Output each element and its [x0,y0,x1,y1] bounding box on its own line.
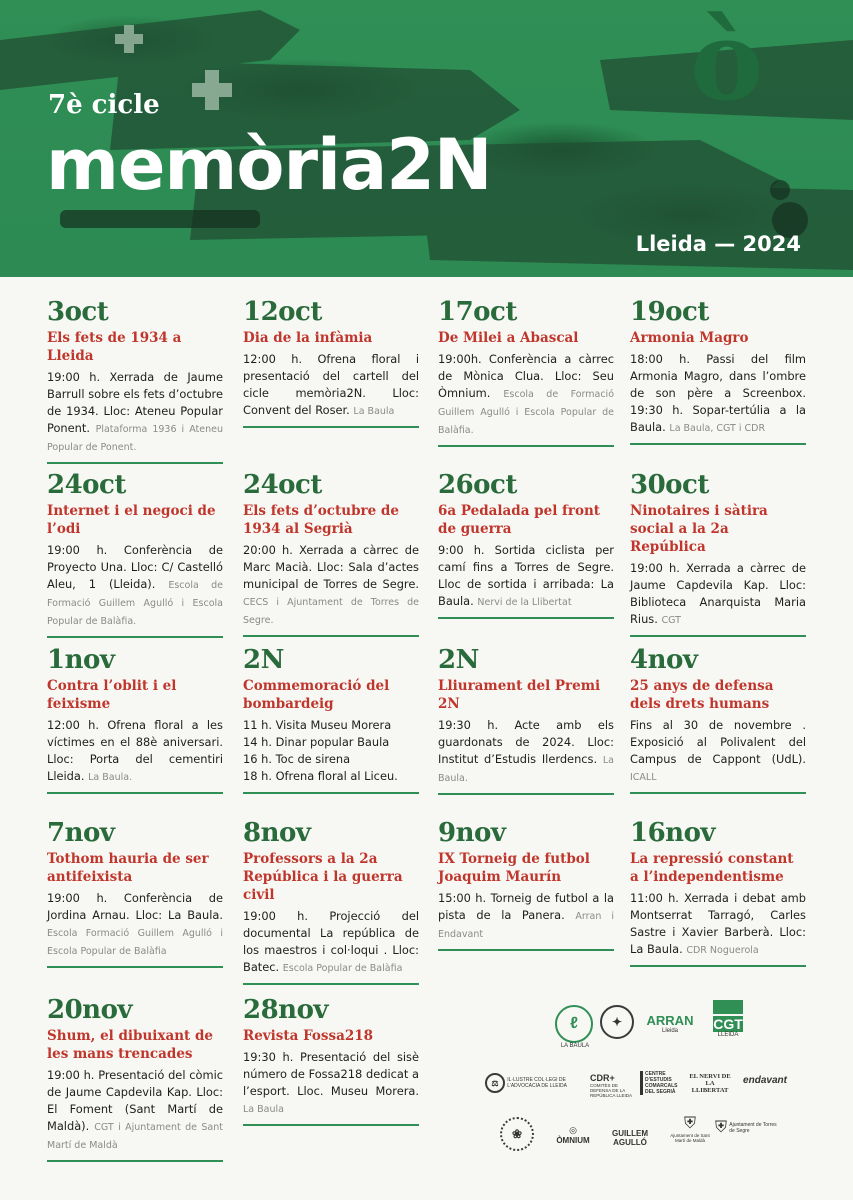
nervi-logo [688,1073,732,1094]
event-title: 6a Pedalada pel front de guerra [438,503,600,537]
event-card [438,818,614,951]
divider [438,793,614,795]
event-description [47,369,223,456]
event-description [47,1067,223,1154]
cecs-text: CENTRE D’ESTUDIS COMARCALS DEL SEGRIÀ [640,1071,680,1095]
event-card [243,297,419,428]
cgt-flag [713,1000,743,1014]
event-date: 16nov [630,818,716,848]
event-details: 19:00 h. Presentació del còmic de Jaume Capdevila Kap. Lloc: El Foment (Sant Martí de Maldà). [47,1068,223,1133]
event-details: 18:00 h. Passi del film Armonia Magro, dans l’ombre de son père a Screenbox. 19:30 h. Sopar-tertúlia a la Baula. [630,352,806,434]
event-title: Revista Fossa218 [243,1028,374,1044]
icall-logo [485,1073,575,1093]
divider [438,617,614,619]
event-organizer: La Baula [243,1104,284,1115]
event-details: 19:00 h. Conferència de Proyecto Una. Lloc: C/ Castelló Aleu, 1 (Lleida). [47,543,223,591]
divider [47,1160,223,1162]
icall-emblem: ⚖ [485,1073,505,1093]
event-details: 9:00 h. Sortida ciclista per camí fins a Torres de Segre. Lloc de sortida i arribada: La Baula. [438,543,614,608]
ajuntament-torres-text: Ajuntament de Torres de Segre [729,1122,777,1134]
event-details: 19:00 h. Xerrada de Jaume Barrull sobre els fets d’octubre de 1934. Lloc: Ateneu Popular Ponent. [47,370,223,435]
event-organizer: ICALL [630,772,657,783]
event-date: 26oct [438,470,517,500]
cgt-text: CGT [713,1016,743,1032]
divider [243,792,419,794]
event-title: IX Torneig de futbol Joaquim Maurín [438,851,590,885]
event-details: 19:00 h. Projecció del documental La república de los maestros i col·loqui . Lloc: Batec. [243,909,419,974]
divider [47,636,223,638]
ajuntament-sant-marti-text: Ajuntament de Sant Martí de Maldà [670,1133,710,1143]
event-date: 8nov [243,818,311,848]
cycle-label: 7è cicle [48,90,160,120]
decorative-letter: ò [690,0,764,125]
shield-icon: ⛨ [683,1115,696,1132]
event-card [243,645,419,794]
event-details: 19:30 h. Presentació del sisè número de Fossa218 dedicat a l’esport. Lloc. Museu Morera. [243,1050,419,1098]
event-description [243,351,419,420]
event-card [47,645,223,794]
endavant-text: endavant [743,1075,787,1086]
event-card [630,818,806,967]
divider [47,792,223,794]
rosette-emblem: ❀ [500,1117,534,1151]
event-description [47,542,223,630]
event-title: 25 anys de defensa dels drets humans [630,678,774,712]
seal-emblem: ✦ [600,1005,634,1039]
event-title: Commemoració del bombardeig [243,678,390,712]
event-organizer: Escola de Formació Guillem Agulló i Escola Popular de Balàfia. [47,580,224,627]
event-description [47,890,223,960]
divider [630,635,806,637]
endavant-logo [735,1075,795,1086]
event-details: 19:00h. Conferència a càrrec de Mònica Clua. Lloc: Seu Òmnium. [438,352,614,400]
event-organizer: CECS i Ajuntament de Torres de Segre. [243,597,419,626]
event-date: 2N [243,645,284,675]
divider [47,966,223,968]
event-organizer: CGT i Ajuntament de Sant Martí de Maldà [47,1122,223,1151]
event-description [243,1049,419,1118]
event-organizer: La Baula [353,406,395,417]
event-details: 12:00 h. Ofrena floral i presentació del cartell del cicle memòria2N. Lloc: Convent del Roser. [243,352,419,417]
ajuntament-sant-marti-logo [665,1115,715,1143]
la-baula-emblem: ℓ [555,1005,593,1043]
event-card [243,818,419,985]
event-title: Ninotaires i sàtira social a la 2a República [630,503,768,555]
nervi-text: EL NERVI DE LA LLIBERTAT [689,1073,731,1094]
divider [438,949,614,951]
event-description [438,890,614,943]
event-description [47,717,223,786]
event-organizer: Escola de Formació Guillem Agulló i Escola Popular de Balàfia. [438,389,615,436]
event-description [438,542,614,611]
sponsor-logos [470,995,810,1165]
divider [243,635,419,637]
event-organizer: La Baula, CGT i CDR [669,423,766,434]
event-details: 15:00 h. Torneig de futbol a la pista de la Panera. [438,891,614,922]
cdr-sub: COMITÈS DE DEFENSA DE LA REPÚBLICA LLEIDA [590,1083,633,1098]
divider [243,983,419,985]
event-date: 17oct [438,297,517,327]
event-details: 11:00 h. Xerrada i debat amb Montserrat Tarragó, Carles Sastre i Xavier Barberà. Lloc: La Baula. [630,891,806,956]
event-date: 9nov [438,818,506,848]
event-details: 19:30 h. Acte amb els guardonats de 2024. Lloc: Institut d’Estudis Ilerdencs. [438,718,614,766]
event-date: 19oct [630,297,709,327]
event-details: 12:00 h. Ofrena floral a les víctimes en el 88è aniversari. Lloc: Porta del cementiri Lleida. [47,718,223,783]
event-organizer: CGT [661,615,681,626]
event-title: Els fets de 1934 a Lleida [47,330,182,364]
event-organizer: Arran i Endavant [438,911,614,940]
cecs-logo [640,1071,680,1095]
event-organizer: La Baula. [438,755,614,784]
event-card [438,297,614,447]
la-baula-logo [555,1005,595,1049]
event-date: 4nov [630,645,698,675]
divider [630,965,806,967]
event-date: 12oct [243,297,322,327]
event-title: Contra l’oblit i el feixisme [47,678,177,712]
rosette-logo [500,1117,536,1151]
event-card [243,995,419,1126]
divider [630,792,806,794]
event-title: Shum, el dibuixant de les mans trencades [47,1028,214,1062]
ajuntament-torres-logo [715,1119,795,1137]
event-card [630,645,806,794]
event-organizer: CDR Noguerola [686,945,759,956]
guillem-agullo-logo [602,1129,658,1147]
event-details: 20:00 h. Xerrada a càrrec de Marc Macià. Lloc: Sala d’actes municipal de Torres de Segre. [243,543,419,591]
event-description [630,560,806,629]
arran-sub: Lleida [661,1028,678,1034]
event-card [630,297,806,445]
event-title: Tothom hauria de ser antifeixista [47,851,209,885]
event-date: 24oct [47,470,126,500]
header-banner [0,0,853,277]
cgt-logo [708,1000,748,1038]
event-details: 19:00 h. Conferència de Jordina Arnau. Lloc: La Baula. [47,891,223,922]
event-organizer: Nervi de la Llibertat [477,597,572,608]
event-card [47,470,223,638]
event-card [47,995,223,1162]
event-description [243,717,419,786]
event-date: 24oct [243,470,322,500]
divider [47,462,223,464]
divider [630,443,806,445]
omnium-mark: ◎ [569,1125,577,1135]
event-date: 20nov [47,995,133,1025]
event-description [243,908,419,977]
guillem-agullo-text: GUILLEM AGULLÓ [612,1129,648,1147]
event-details: Fins al 30 de novembre . Exposició al Polivalent del Campus de Cappont (UdL). [630,718,806,766]
event-details: 19:00 h. Xerrada a càrrec de Jaume Capdevila Kap. Lloc: Biblioteca Anarquista Maria Rius. [630,561,806,626]
event-title: Dia de la infàmia [243,330,373,346]
event-description [630,890,806,959]
event-description [243,542,419,629]
event-title: De Milei a Abascal [438,330,579,346]
event-description [630,351,806,437]
event-description [438,717,614,787]
event-title: Els fets d’octubre de 1934 al Segrià [243,503,399,537]
event-date: 2N [438,645,479,675]
event-title: Armonia Magro [630,330,749,346]
cdr-logo [590,1073,636,1098]
page-title: memòria2N [46,124,492,206]
event-card [630,470,806,637]
event-date: 28nov [243,995,329,1025]
event-organizer: Escola Formació Guillem Agulló i Escola Popular de Balàfia [47,928,223,957]
event-title: Lliurament del Premi 2N [438,678,601,712]
event-title: Internet i el negoci de l’odi [47,503,216,537]
event-organizer: La Baula. [88,772,133,783]
city-year-label: Lleida — 2024 [635,232,801,256]
crest-icon: ⛨ [715,1119,728,1136]
divider [243,1124,419,1126]
event-date: 30oct [630,470,709,500]
event-date: 7nov [47,818,115,848]
divider [438,445,614,447]
event-card [438,645,614,795]
event-card [438,470,614,619]
divider [243,426,419,428]
la-baula-text: LA BAULA [560,1043,590,1049]
omnium-logo [548,1125,598,1145]
event-title: La repressió constant a l’independentisme [630,851,794,885]
cdr-text: CDR+ [590,1073,615,1083]
seal-logo [600,1005,636,1039]
cgt-sub: LLEIDA [717,1032,739,1038]
event-card [47,297,223,464]
icall-text: IL·LUSTRE COL·LEGI DE L’ADVOCACIA DE LLEIDA [507,1077,567,1089]
event-date: 3oct [47,297,109,327]
arran-text: ARRAN [646,1013,694,1028]
event-title: Professors a la 2a República i la guerra civil [243,851,403,903]
event-date: 1nov [47,645,115,675]
event-card [47,818,223,968]
event-details: 11 h. Visita Museu Morera 14 h. Dinar popular Baula 16 h. Toc de sirena 18 h. Ofrena floral al Liceu. [243,718,398,783]
omnium-text: ÒMNIUM [556,1136,590,1145]
arran-logo [640,1013,700,1034]
event-description [630,717,806,786]
event-organizer: Escola Popular de Balàfia [282,963,403,974]
event-organizer: Plataforma 1936 i Ateneu Popular de Ponent. [47,424,224,453]
event-card [243,470,419,637]
event-description [438,351,614,439]
